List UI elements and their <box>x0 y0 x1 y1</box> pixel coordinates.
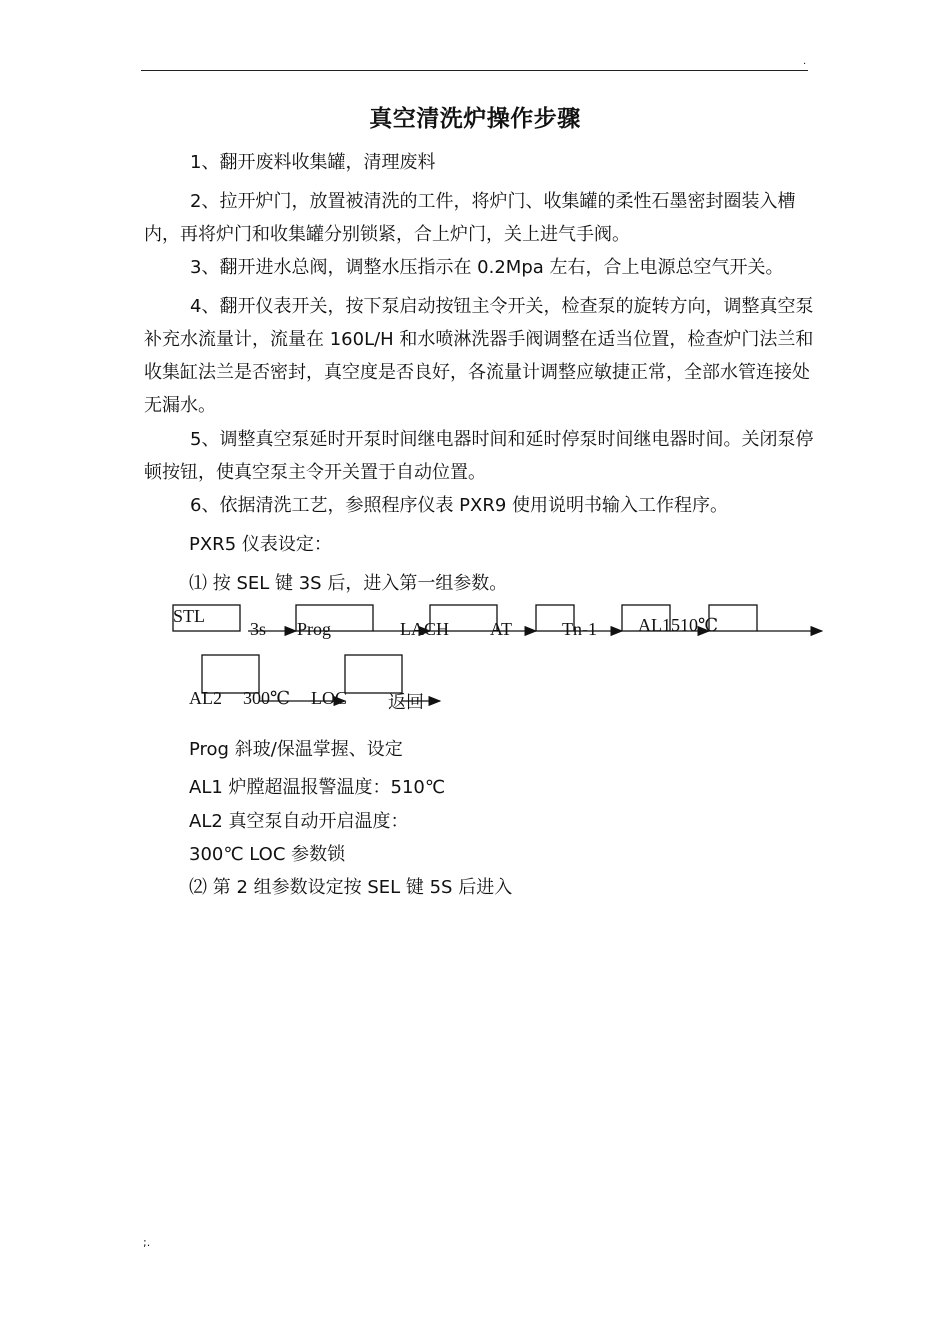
label-prog: Prog <box>297 619 332 639</box>
header-dot: . <box>803 56 807 67</box>
step-6: 6、依据清洗工艺，参照程序仪表 PXR9 使用说明书输入工作程序。 <box>190 495 729 516</box>
label-tn1: Tn-1 <box>562 619 597 639</box>
step-2: 2、拉开炉门，放置被清洗的工件，将炉门、收集罐的柔性石墨密封圈装入槽内，再将炉门和收集罐分别锁紧，合上炉门，关上进气手阀。 <box>144 191 796 245</box>
sub-step-2: ⑵ 第 2 组参数设定按 SEL 键 5S 后进入 <box>189 877 513 898</box>
step-4: 4、翻开仪表开关，按下泵启动按钮主令开关，检查泵的旋转方向，调整真空泵补充水流量计，流量在 160L/H 和水喷淋洗器手阀调整在适当位置，检查炉门法兰和收集缸法兰是否密封，真空度是否良好，各流量计调整应敏捷正常，全部水管连接处无漏水。 <box>144 296 814 416</box>
label-300c: 300℃ <box>243 688 291 708</box>
document-title: 真空清洗炉操作步骤 <box>369 106 581 132</box>
footer-mark: ;. <box>143 1236 151 1249</box>
label-stl: STL <box>173 606 206 626</box>
sub-step-1: ⑴ 按 SEL 键 3S 后，进入第一组参数。 <box>189 573 508 594</box>
note-loc: 300℃ LOC 参数锁 <box>189 844 346 865</box>
step-5: 5、调整真空泵延时开泵时间继电器时间和延时停泵时间继电器时间。关闭泵停顿按钮，使真空泵主令开关置于自动位置。 <box>144 429 814 483</box>
label-al1: AL1510℃ <box>638 615 719 635</box>
label-3s: 3s <box>250 619 267 639</box>
label-at: AT <box>490 619 512 639</box>
label-al2: AL2 <box>189 688 222 708</box>
label-lach: LACH <box>400 619 449 639</box>
step-1: 1、翻开废料收集罐，清理废料 <box>190 152 436 173</box>
label-return: 返回 <box>388 692 424 712</box>
label-loc: LOC <box>311 688 347 708</box>
note-prog: Prog 斜玻/保温掌握、设定 <box>189 739 403 760</box>
note-al1: AL1 炉膛超温报警温度：510℃ <box>189 777 446 798</box>
note-al2: AL2 真空泵自动开启温度： <box>189 811 409 832</box>
pxr5-heading: PXR5 仪表设定： <box>189 534 332 555</box>
step-3: 3、翻开进水总阀，调整水压指示在 0.2Mpa 左右，合上电源总空气开关。 <box>190 257 784 278</box>
